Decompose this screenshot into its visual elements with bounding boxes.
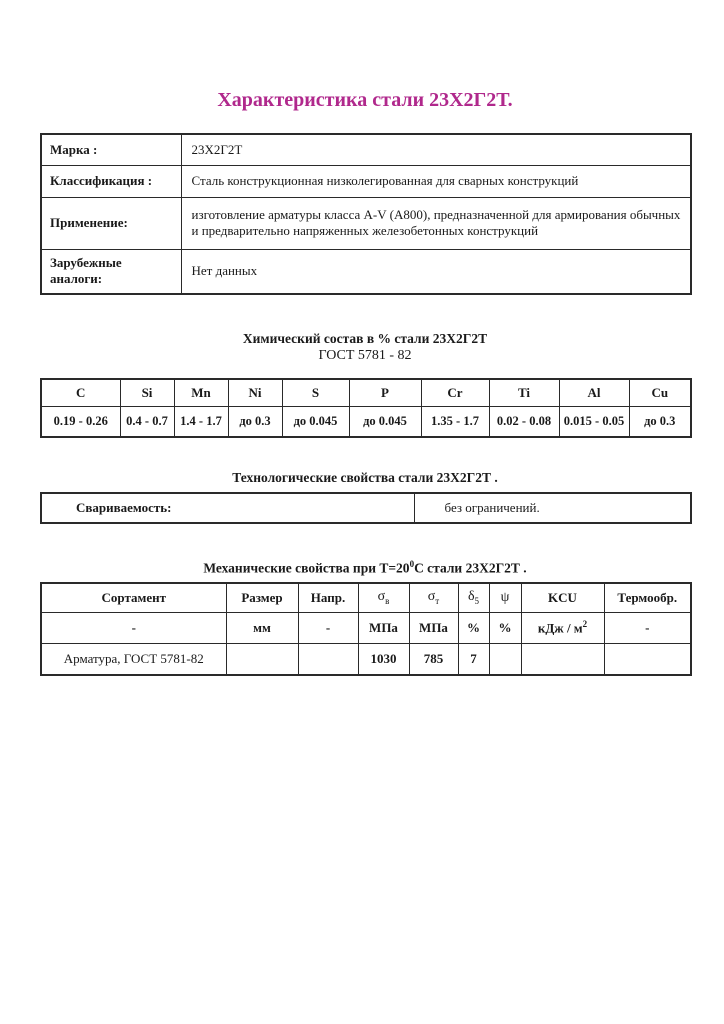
- mech-header-termoobr: Термообр.: [604, 583, 691, 613]
- mech-header-razmer: Размер: [226, 583, 298, 613]
- tech-table: [40, 492, 692, 524]
- chem-header-si: Si: [120, 379, 174, 406]
- table-row: [41, 493, 691, 523]
- delta-subscript: 5: [474, 596, 480, 607]
- chem-header-p: P: [349, 379, 421, 406]
- chem-value-si: 0.4 - 0.7: [120, 406, 174, 437]
- chem-value-ti: 0.02 - 0.08: [489, 406, 559, 437]
- info-value-marka: 23Х2Г2Т: [181, 134, 691, 165]
- chem-header-ti: Ti: [489, 379, 559, 406]
- chem-header-al: Al: [559, 379, 629, 406]
- tech-value-svarivaemost: без ограничений.: [414, 493, 691, 523]
- info-value-klassifikaciya: Сталь конструкционная низколегированная для сварных конструкций: [181, 165, 691, 197]
- mech-unit-sigma-v: МПа: [358, 613, 409, 644]
- chem-value-s: до 0.045: [282, 406, 349, 437]
- mech-unit-psi: %: [489, 613, 521, 644]
- page-title: Характеристика стали 23Х2Г2Т.: [217, 89, 513, 111]
- info-label-primenenie: Применение:: [41, 197, 181, 249]
- chem-value-c: 0.19 - 0.26: [41, 406, 120, 437]
- table-row: [41, 197, 691, 249]
- table-row: [41, 644, 691, 675]
- sigma-symbol: σ: [377, 589, 386, 605]
- psi-symbol: ψ: [500, 589, 510, 605]
- mech-title-post: С стали 23Х2Г2Т .: [414, 560, 527, 576]
- mech-data-psi: [489, 644, 521, 675]
- table-row: [41, 134, 691, 165]
- mech-header-delta-5: [458, 583, 489, 613]
- table-row: [41, 406, 691, 437]
- kcu-unit-text: кДж / м: [537, 620, 583, 636]
- table-row: [41, 379, 691, 406]
- sigma-t-subscript: т: [435, 596, 440, 607]
- tech-label-svarivaemost: Свариваемость:: [41, 493, 414, 523]
- mech-title-sup: 0: [409, 559, 415, 569]
- mech-unit-sigma-t: МПа: [409, 613, 458, 644]
- mech-header-sortament: Сортамент: [41, 583, 226, 613]
- chem-section-subtitle: ГОСТ 5781 - 82: [318, 348, 412, 363]
- mech-unit-delta: %: [458, 613, 489, 644]
- mech-data-sortament: Арматура, ГОСТ 5781-82: [41, 644, 226, 675]
- chem-value-ni: до 0.3: [228, 406, 282, 437]
- sigma-symbol: σ: [427, 589, 436, 605]
- table-row: [41, 165, 691, 197]
- mech-section-title: [40, 556, 690, 577]
- mech-title-pre: Механические свойства при Т=20: [203, 560, 410, 576]
- info-label-analogi: Зарубежные аналоги:: [41, 249, 181, 294]
- info-value-primenenie: изготовление арматуры класса А-V (А800), предназначенной для армирования обычных и предварительно напряженных железобетонных конструкций: [181, 197, 691, 249]
- chem-value-cr: 1.35 - 1.7: [421, 406, 489, 437]
- chem-table: [40, 378, 692, 438]
- table-row: [41, 249, 691, 294]
- chem-header-mn: Mn: [174, 379, 228, 406]
- mech-data-kcu: [521, 644, 604, 675]
- info-label-klassifikaciya: Классификация :: [41, 165, 181, 197]
- chem-header-c: C: [41, 379, 120, 406]
- chem-header-cr: Cr: [421, 379, 489, 406]
- table-row: [41, 583, 691, 613]
- chem-section-title: Химический состав в % стали 23Х2Г2Т: [242, 331, 488, 346]
- mech-header-napr: Напр.: [298, 583, 358, 613]
- table-row: [41, 613, 691, 644]
- chem-value-p: до 0.045: [349, 406, 421, 437]
- info-label-marka: Марка :: [41, 134, 181, 165]
- mech-unit-razmer: мм: [226, 613, 298, 644]
- mech-data-termoobr: [604, 644, 691, 675]
- mech-header-psi: [489, 583, 521, 613]
- info-value-analogi: Нет данных: [181, 249, 691, 294]
- mech-data-sigma-t: 785: [409, 644, 458, 675]
- mech-data-napr: [298, 644, 358, 675]
- mech-data-delta: 7: [458, 644, 489, 675]
- delta-symbol: δ: [467, 589, 475, 605]
- document-content: [40, 88, 690, 676]
- sigma-v-subscript: в: [385, 596, 390, 607]
- mech-header-sigma-t: [409, 583, 458, 613]
- mech-unit-termoobr: -: [604, 613, 691, 644]
- mech-unit-sortament: -: [41, 613, 226, 644]
- mech-header-sigma-v: [358, 583, 409, 613]
- chem-value-mn: 1.4 - 1.7: [174, 406, 228, 437]
- chem-header-s: S: [282, 379, 349, 406]
- mech-unit-napr: -: [298, 613, 358, 644]
- tech-section-title: Технологические свойства стали 23Х2Г2Т .: [232, 470, 498, 485]
- mech-data-sigma-v: 1030: [358, 644, 409, 675]
- chem-value-al: 0.015 - 0.05: [559, 406, 629, 437]
- chem-header-cu: Cu: [629, 379, 691, 406]
- mech-header-kcu: KCU: [521, 583, 604, 613]
- mech-table: [40, 582, 692, 676]
- kcu-unit-superscript: 2: [582, 619, 588, 630]
- info-table: [40, 133, 692, 295]
- mech-unit-kcu: [521, 613, 604, 644]
- chem-header-ni: Ni: [228, 379, 282, 406]
- mech-data-razmer: [226, 644, 298, 675]
- chem-value-cu: до 0.3: [629, 406, 691, 437]
